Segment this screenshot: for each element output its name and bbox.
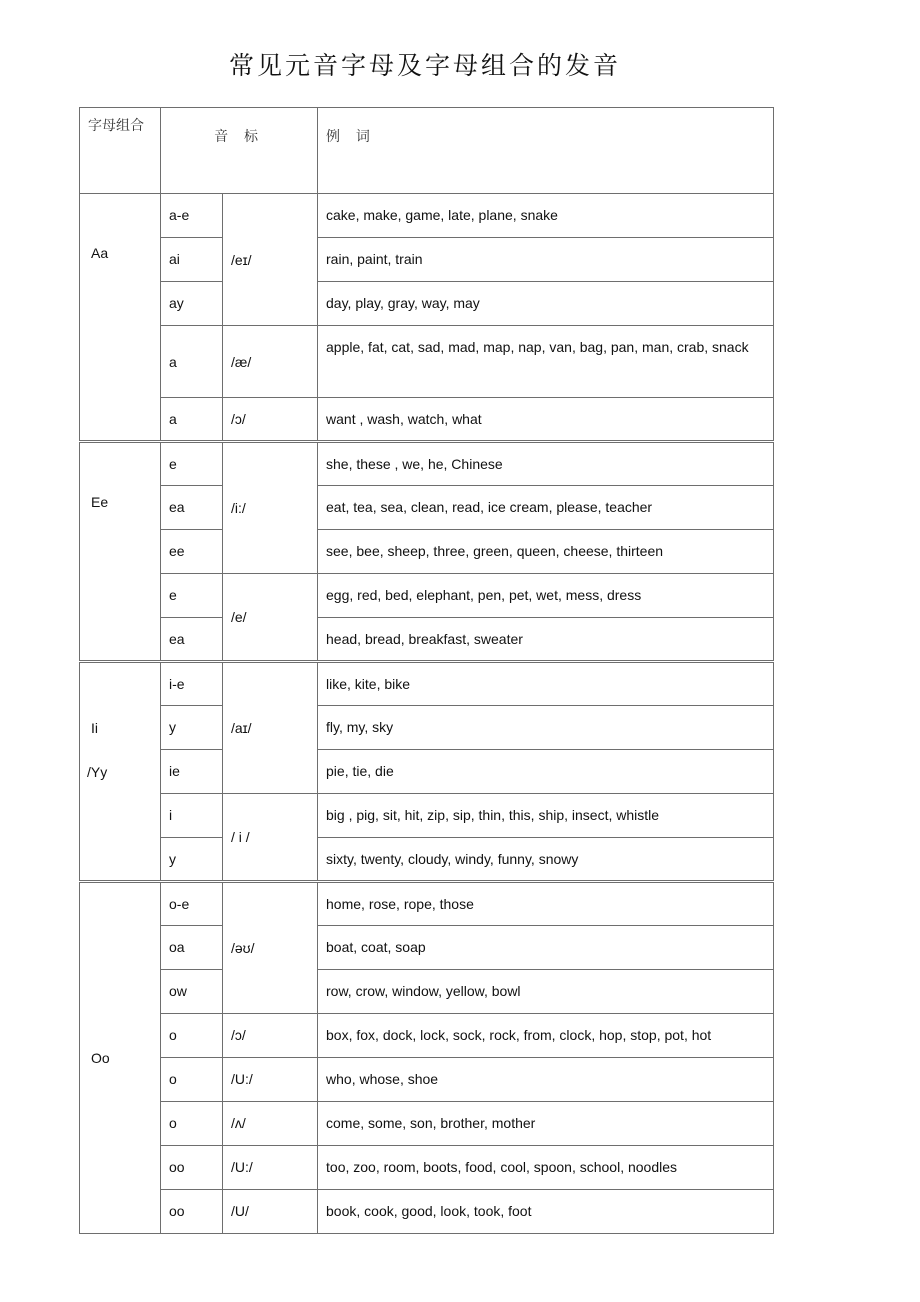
- phonetic-cell: /ɔ/: [223, 398, 318, 442]
- header-examples: 例 词: [318, 108, 774, 194]
- phonetic-cell: /i:/: [223, 442, 318, 574]
- table-row: [80, 574, 774, 618]
- examples-cell: see, bee, sheep, three, green, queen, cheese, thirteen: [318, 530, 774, 574]
- table-row: [80, 926, 774, 970]
- examples-cell: like, kite, bike: [318, 662, 774, 706]
- examples-cell: want , wash, watch, what: [318, 398, 774, 442]
- examples-cell: boat, coat, soap: [318, 926, 774, 970]
- spelling-cell: i-e: [161, 662, 223, 706]
- examples-cell: head, bread, breakfast, sweater: [318, 618, 774, 662]
- examples-cell: she, these , we, he, Chinese: [318, 442, 774, 486]
- phonetic-cell: /U:/: [223, 1146, 318, 1190]
- examples-cell: come, some, son, brother, mother: [318, 1102, 774, 1146]
- spelling-cell: e: [161, 574, 223, 618]
- spelling-cell: oo: [161, 1190, 223, 1234]
- table-row: [80, 1146, 774, 1190]
- table-row: [80, 882, 774, 926]
- phonetic-cell: /æ/: [223, 326, 318, 398]
- phonics-table: [79, 107, 773, 1234]
- examples-cell: egg, red, bed, elephant, pen, pet, wet, mess, dress: [318, 574, 774, 618]
- spelling-cell: i: [161, 794, 223, 838]
- phonetic-cell: /aɪ/: [223, 662, 318, 794]
- table-row: [80, 530, 774, 574]
- table-row: [80, 1058, 774, 1102]
- table-row: [80, 398, 774, 442]
- spelling-cell: ea: [161, 618, 223, 662]
- spelling-cell: a: [161, 326, 223, 398]
- spelling-cell: ay: [161, 282, 223, 326]
- table-row: [80, 794, 774, 838]
- phonetic-cell: /ɔ/: [223, 1014, 318, 1058]
- table-row: [80, 838, 774, 882]
- group-letter-yy: /Yy: [87, 764, 108, 780]
- examples-cell: home, rose, rope, those: [318, 882, 774, 926]
- table-row: [80, 970, 774, 1014]
- table-row: [80, 1190, 774, 1234]
- table-row: [80, 1014, 774, 1058]
- table-row: [80, 706, 774, 750]
- spelling-cell: e: [161, 442, 223, 486]
- examples-cell: big , pig, sit, hit, zip, sip, thin, this, ship, insect, whistle: [318, 794, 774, 838]
- spelling-cell: ie: [161, 750, 223, 794]
- page-title: 常见元音字母及字母组合的发音: [228, 51, 621, 80]
- phonetic-cell: /ʌ/: [223, 1102, 318, 1146]
- examples-cell: pie, tie, die: [318, 750, 774, 794]
- table-row: [80, 326, 774, 398]
- spelling-cell: a-e: [161, 194, 223, 238]
- phonetic-cell: /U/: [223, 1190, 318, 1234]
- phonetic-cell: /əʊ/: [223, 882, 318, 1014]
- table-row: [80, 442, 774, 486]
- examples-cell: who, whose, shoe: [318, 1058, 774, 1102]
- table-row: [80, 618, 774, 662]
- spelling-cell: o-e: [161, 882, 223, 926]
- phonetic-cell: /eɪ/: [223, 194, 318, 326]
- examples-cell: rain, paint, train: [318, 238, 774, 282]
- phonetic-cell: /U:/: [223, 1058, 318, 1102]
- group-letter-ee: Ee: [80, 442, 161, 662]
- examples-cell: box, fox, dock, lock, sock, rock, from, clock, hop, stop, pot, hot: [318, 1014, 774, 1058]
- examples-cell: book, cook, good, look, took, foot: [318, 1190, 774, 1234]
- spelling-cell: o: [161, 1058, 223, 1102]
- spelling-cell: ee: [161, 530, 223, 574]
- group-letter-ii: Ii: [91, 720, 98, 736]
- table-row: [80, 750, 774, 794]
- spelling-cell: oo: [161, 1146, 223, 1190]
- examples-cell: sixty, twenty, cloudy, windy, funny, snowy: [318, 838, 774, 882]
- table-row: [80, 194, 774, 238]
- spelling-cell: ow: [161, 970, 223, 1014]
- spelling-cell: ea: [161, 486, 223, 530]
- spelling-cell: a: [161, 398, 223, 442]
- spelling-cell: o: [161, 1014, 223, 1058]
- header-letter-combo: 字母组合: [80, 108, 161, 194]
- header-phonetic: 音 标: [161, 108, 318, 194]
- phonetic-cell: /e/: [223, 574, 318, 662]
- spelling-cell: y: [161, 706, 223, 750]
- examples-cell: apple, fat, cat, sad, mad, map, nap, van, bag, pan, man, crab, snack: [318, 326, 774, 398]
- table-row: [80, 662, 774, 706]
- examples-cell: day, play, gray, way, may: [318, 282, 774, 326]
- table-row: [80, 282, 774, 326]
- spelling-cell: oa: [161, 926, 223, 970]
- group-letter-oo: Oo: [80, 882, 161, 1234]
- examples-cell: row, crow, window, yellow, bowl: [318, 970, 774, 1014]
- table-header-row: [80, 108, 774, 194]
- spelling-cell: ai: [161, 238, 223, 282]
- examples-cell: too, zoo, room, boots, food, cool, spoon, school, noodles: [318, 1146, 774, 1190]
- table-row: [80, 486, 774, 530]
- table-row: [80, 1102, 774, 1146]
- spelling-cell: y: [161, 838, 223, 882]
- group-letter-aa: Aa: [80, 194, 161, 442]
- spelling-cell: o: [161, 1102, 223, 1146]
- phonetic-cell: / i /: [223, 794, 318, 882]
- examples-cell: fly, my, sky: [318, 706, 774, 750]
- group-letter-ii-yy: [80, 662, 161, 882]
- table-row: [80, 238, 774, 282]
- examples-cell: cake, make, game, late, plane, snake: [318, 194, 774, 238]
- examples-cell: eat, tea, sea, clean, read, ice cream, please, teacher: [318, 486, 774, 530]
